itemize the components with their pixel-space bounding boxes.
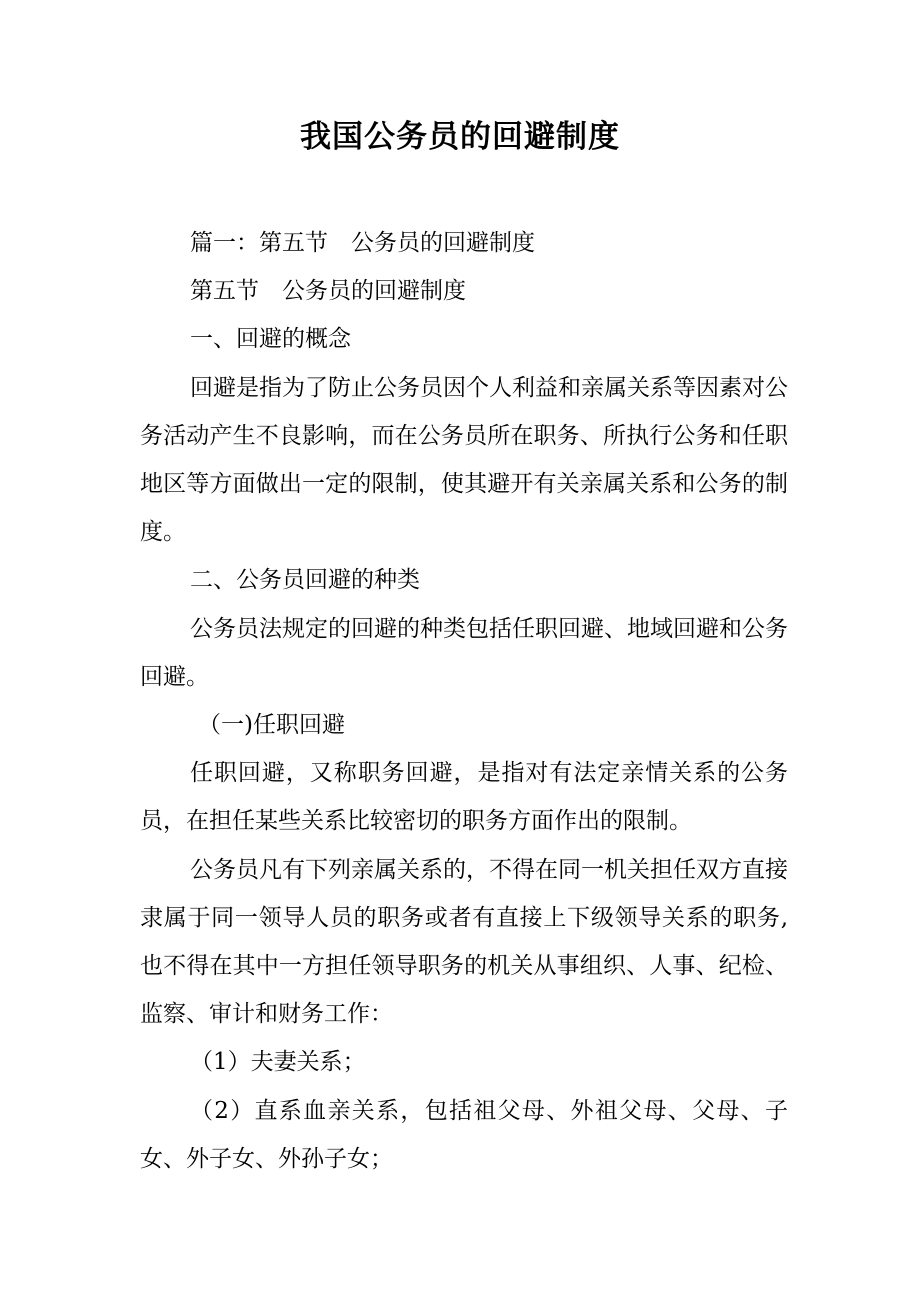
list-item-spouse: （1）夫妻关系； bbox=[190, 1049, 366, 1076]
paragraph-heading-types: 二、公务员回避的种类 bbox=[190, 567, 420, 594]
paragraph-heading-concept: 一、回避的概念 bbox=[190, 326, 351, 353]
list-item-lineal-relatives: （2）直系血亲关系，包括祖父母、外祖父母、父母、子女、外子女、外孙子女； bbox=[140, 1097, 788, 1172]
paragraph-concept-definition: 回避是指为了防止公务员因个人利益和亲属关系等因素对公务活动产生不良影响，而在公务员所在职务、所执行公务和任职地区等方面做出一定的限制，使其避开有关亲属关系和公务的制度。 bbox=[140, 374, 788, 546]
paragraph-kinship-rules: 公务员凡有下列亲属关系的，不得在同一机关担任双方直接隶属于同一领导人员的职务或者有直接上下级领导关系的职务,也不得在其中一方担任领导职务的机关从事组织、人事、纪检、监察、审计和财务工作： bbox=[140, 856, 788, 1028]
document-title: 我国公务员的回避制度 bbox=[300, 119, 620, 155]
document-body bbox=[140, 219, 788, 1183]
paragraph-chapter-title: 第五节 公务员的回避制度 bbox=[190, 278, 466, 305]
paragraph-types-description: 公务员法规定的回避的种类包括任职回避、地域回避和公务回避。 bbox=[140, 615, 788, 690]
paragraph-heading-appointment-avoidance: （一)任职回避 bbox=[198, 712, 345, 739]
paragraph-appointment-definition: 任职回避，又称职务回避，是指对有法定亲情关系的公务员，在担任某些关系比较密切的职务方面作出的限制。 bbox=[140, 760, 788, 835]
paragraph-section-heading: 篇一：第五节 公务员的回避制度 bbox=[190, 230, 535, 256]
